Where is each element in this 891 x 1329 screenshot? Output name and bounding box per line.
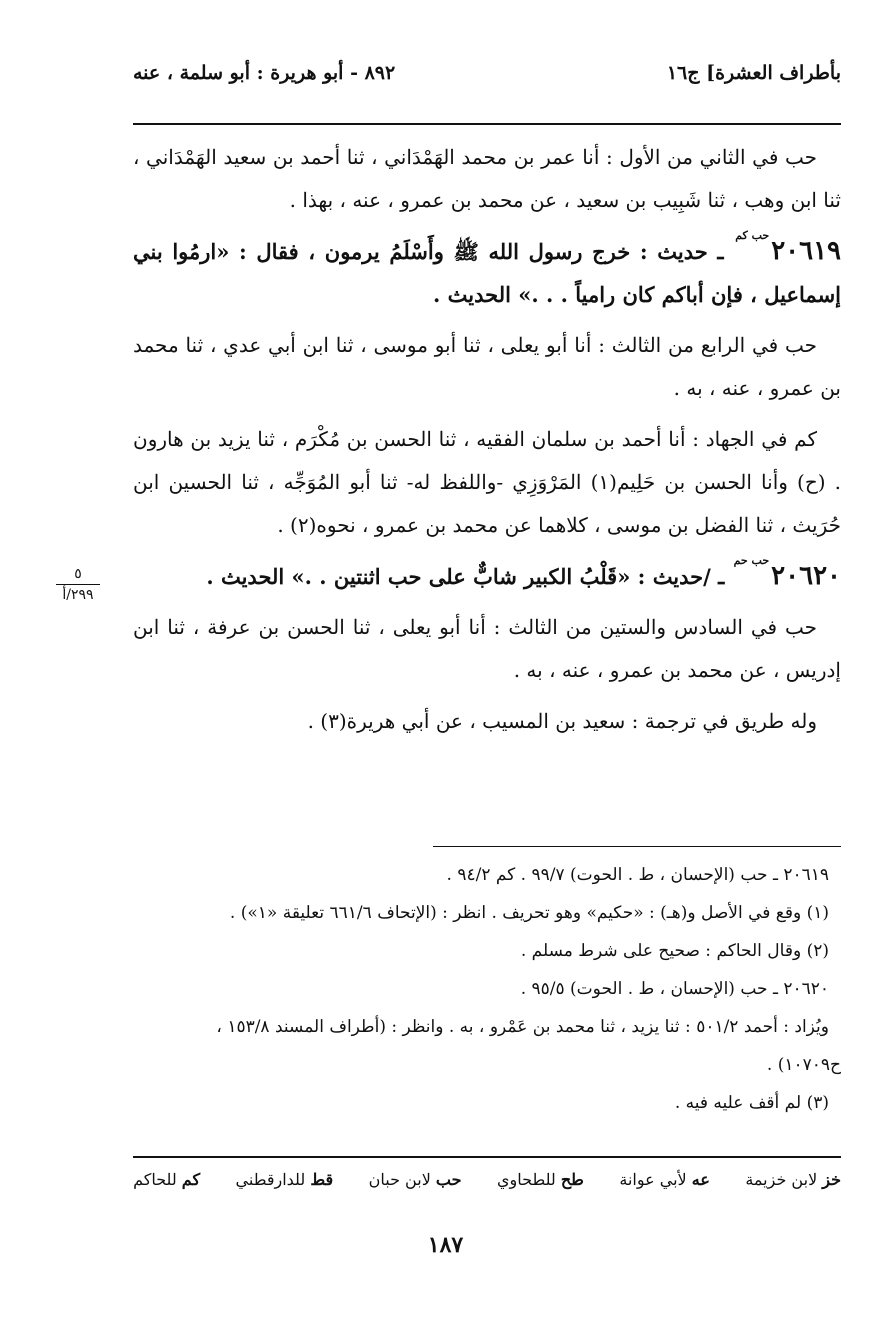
legend-item: خز لابن خزيمة — [745, 1170, 841, 1189]
hadith-sigla: حب كم — [735, 229, 770, 242]
hadith-20619 — [133, 230, 841, 316]
hadith-number: ٢٠٦٢٠ — [771, 561, 841, 591]
paragraph-4: حب في السادس والستين من الثالث : أنا أبو يعلى ، ثنا الحسن بن عرفة ، ثنا ابن إدريس ، عن محمد بن عمرو ، عنه ، به . — [133, 615, 841, 682]
paragraph-1: حب في الثاني من الأول : أنا عمر بن محمد الهَمْدَاني ، ثنا أحمد بن سعيد الهَمْدَاني ، ثنا ابن وهب ، ثنا شَبِيب بن سعيد ، عن محمد بن عمرو ، عنه ، بهذا . — [133, 145, 841, 212]
folio-divider — [56, 584, 100, 585]
folio-number: ٥ — [74, 566, 82, 582]
hadith-number: ٢٠٦١٩ — [771, 236, 842, 266]
footnote-line: ٢٠٦١٩ ـ حب (الإحسان ، ط . الحوت) ٩٩/٧ . كم ٩٤/٢ . — [446, 865, 829, 885]
running-header — [133, 62, 841, 98]
manuscript-folio-note — [56, 565, 100, 604]
footnote-line: ح١٠٧٠٩) . — [766, 1055, 841, 1075]
folio-reference: ٢٩٩/أ — [62, 587, 94, 603]
hadith-text: ـ حديث : خرج رسول الله ﷺ وأَسْلَمُ يرمون ، فقال : «ارمُوا بني إسماعيل ، فإن أباكم كان رامياً . . .» الحديث . — [133, 239, 841, 307]
legend-item: طح للطحاوي — [496, 1170, 584, 1189]
legend-item: كم للحاكم — [133, 1170, 201, 1189]
footnote-rule — [433, 846, 841, 847]
legend-item: قط للدارقطني — [235, 1170, 334, 1189]
footnote-line: (١) وقع في الأصل و(هـ) : «حكيم» وهو تحريف . انظر : (الإتحاف ٦٦١/٦ تعليقة «١») . — [229, 903, 829, 923]
main-text — [133, 136, 841, 751]
legend-item: عه لأبي عوانة — [619, 1170, 710, 1189]
footnote-line: (٣) لم أقف عليه فيه . — [674, 1093, 829, 1113]
legend-item: حب لابن حبان — [368, 1170, 462, 1189]
footnote-line: ويُزاد : أحمد ٥٠١/٢ : ثنا يزيد ، ثنا محمد بن عَمْرو ، به . وانظر : (أطراف المسند ١٥٣/٨ ، — [216, 1017, 829, 1037]
abbreviation-legend — [133, 1170, 841, 1189]
header-chapter-title: ٨٩٢ - أبو هريرة : أبو سلمة ، عنه — [133, 62, 396, 84]
footnote-line: ٢٠٦٢٠ ـ حب (الإحسان ، ط . الحوت) ٩٥/٥ . — [520, 979, 829, 999]
hadith-20620 — [133, 555, 841, 598]
footnote-line: (٢) وقال الحاكم : صحيح على شرط مسلم . — [520, 941, 829, 961]
header-volume-title: بأطراف العشرة] ج١٦ — [666, 62, 841, 84]
header-rule — [133, 123, 841, 125]
footnotes — [133, 856, 841, 1122]
legend-rule — [133, 1156, 841, 1158]
page-number: ١٨٧ — [427, 1232, 464, 1258]
paragraph-5: وله طريق في ترجمة : سعيد بن المسيب ، عن أبي هريرة(٣) . — [307, 709, 817, 733]
hadith-text: ـ /حديث : «قَلْبُ الكبير شابٌّ على حب اثنتين . .» الحديث . — [206, 564, 725, 589]
hadith-sigla: حب حم — [733, 554, 770, 567]
paragraph-2: حب في الرابع من الثالث : أنا أبو يعلى ، ثنا أبو موسى ، ثنا ابن أبي عدي ، ثنا محمد بن عمرو ، عنه ، به . — [133, 333, 841, 400]
paragraph-3: كم في الجهاد : أنا أحمد بن سلمان الفقيه ، ثنا الحسن بن مُكْرَم ، ثنا يزيد بن هارون . (ح) وأنا الحسن بن حَلِيم(١) المَرْوَزِي -واللفظ له- ثنا أبو المُوَجِّه ، ثنا الحسين ابن حُرَيث ، ثنا الفضل بن موسى ، كلاهما عن محمد بن عمرو ، نحوه(٢) . — [133, 427, 841, 537]
